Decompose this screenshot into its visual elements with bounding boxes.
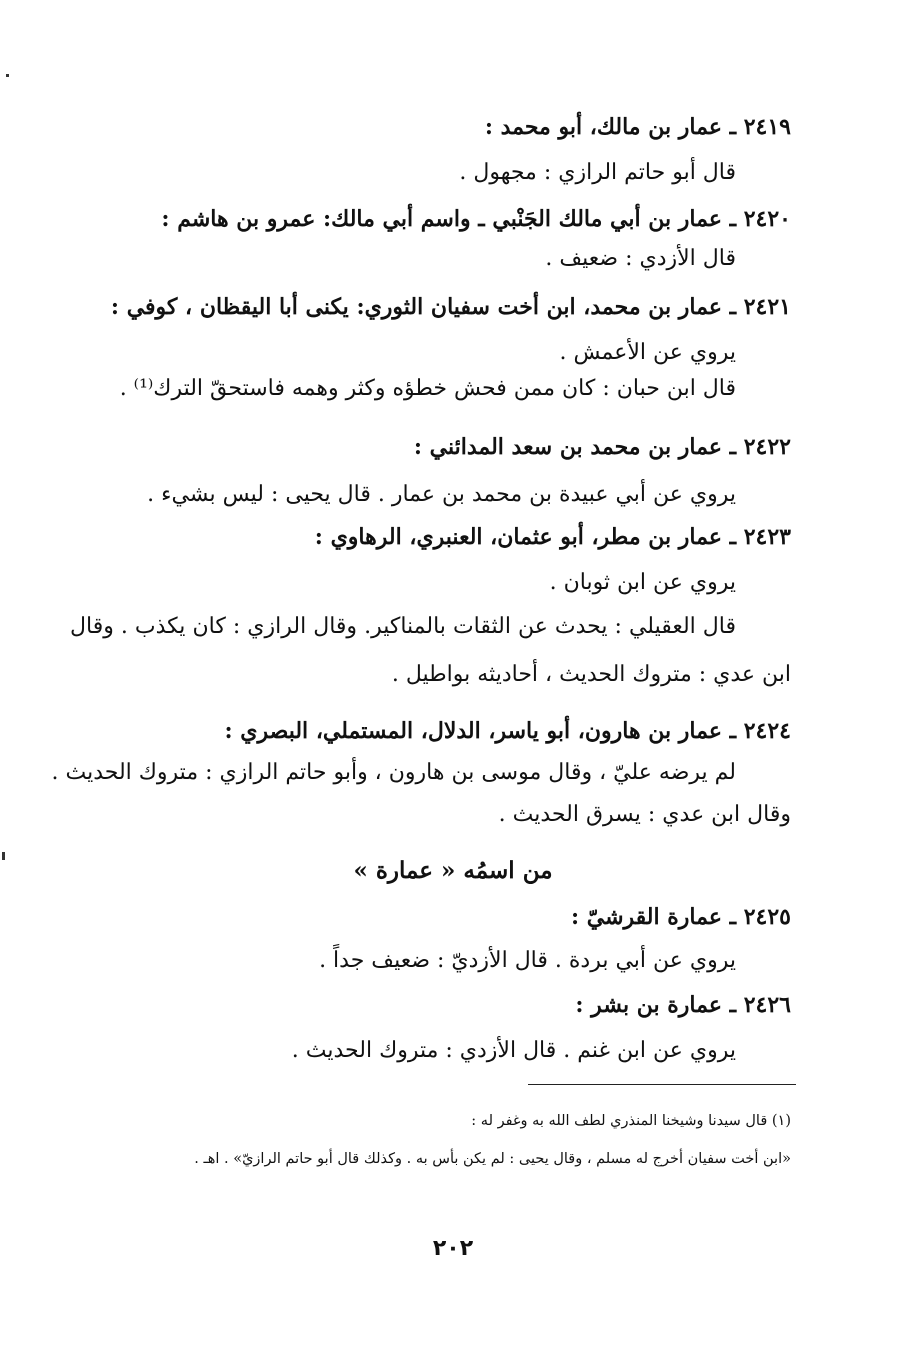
entry-text: يروي عن الأعمش . bbox=[559, 340, 736, 365]
entry-text: يروي عن ابن ثوبان . bbox=[549, 570, 736, 595]
entry-heading: ٢٤٢٦ ـ عمارة بن بشر : bbox=[575, 992, 791, 1018]
entry-heading: ٢٤٢٠ ـ عمار بن أبي مالك الجَنْبي ـ واسم أبي مالك: عمرو بن هاشم : bbox=[161, 206, 791, 232]
page-number: ٢٠٢ bbox=[432, 1236, 474, 1261]
entry-text: لم يرضه عليّ ، وقال موسى بن هارون ، وأبو حاتم الرازي : متروك الحديث . bbox=[51, 760, 736, 785]
entry-text: يروي عن أبي بردة . قال الأزديّ : ضعيف جداً . bbox=[319, 948, 736, 973]
footnote-line: «ابن أخت سفيان أخرج له مسلم ، وقال يحيى : لم يكن بأس به . وكذلك قال أبو حاتم الرازيّ» . اهـ . bbox=[194, 1151, 791, 1167]
entry-text: قال أبو حاتم الرازي : مجهول . bbox=[459, 160, 736, 185]
entry-text: يروي عن ابن غنم . قال الأزدي : متروك الحديث . bbox=[291, 1038, 736, 1063]
entry-text: ابن عدي : متروك الحديث ، أحاديثه بواطيل . bbox=[391, 662, 791, 687]
scan-speck bbox=[2, 852, 5, 860]
entry-heading: ٢٤٢٤ ـ عمار بن هارون، أبو ياسر، الدلال، المستملي، البصري : bbox=[224, 718, 791, 744]
footnote-divider bbox=[528, 1084, 796, 1085]
entry-heading: ٢٤١٩ ـ عمار بن مالك، أبو محمد : bbox=[484, 114, 791, 140]
entry-text: قال العقيلي : يحدث عن الثقات بالمناكير. وقال الرازي : كان يكذب . وقال bbox=[70, 614, 736, 639]
entry-text: قال الأزدي : ضعيف . bbox=[545, 246, 736, 271]
entry-text: يروي عن أبي عبيدة بن محمد بن عمار . قال يحيى : ليس بشيء . bbox=[147, 482, 736, 507]
section-title: من اسمُه « عمارة » bbox=[353, 857, 553, 884]
scan-speck bbox=[6, 74, 9, 77]
entry-heading: ٢٤٢٢ ـ عمار بن محمد بن سعد المدائني : bbox=[413, 434, 791, 460]
entry-heading: ٢٤٢٥ ـ عمارة القرشيّ : bbox=[570, 904, 791, 930]
entry-text: قال ابن حبان : كان ممن فحش خطؤه وكثر وهمه فاستحقّ الترك⁽¹⁾ . bbox=[119, 376, 736, 401]
footnote-line: (١) قال سيدنا وشيخنا المنذري لطف الله به وغفر له : bbox=[471, 1113, 791, 1129]
entry-heading: ٢٤٢١ ـ عمار بن محمد، ابن أخت سفيان الثوري: يكنى أبا اليقظان ، كوفي : bbox=[110, 294, 791, 320]
entry-text: وقال ابن عدي : يسرق الحديث . bbox=[498, 802, 791, 827]
entry-heading: ٢٤٢٣ ـ عمار بن مطر، أبو عثمان، العنبري، الرهاوي : bbox=[314, 524, 791, 550]
